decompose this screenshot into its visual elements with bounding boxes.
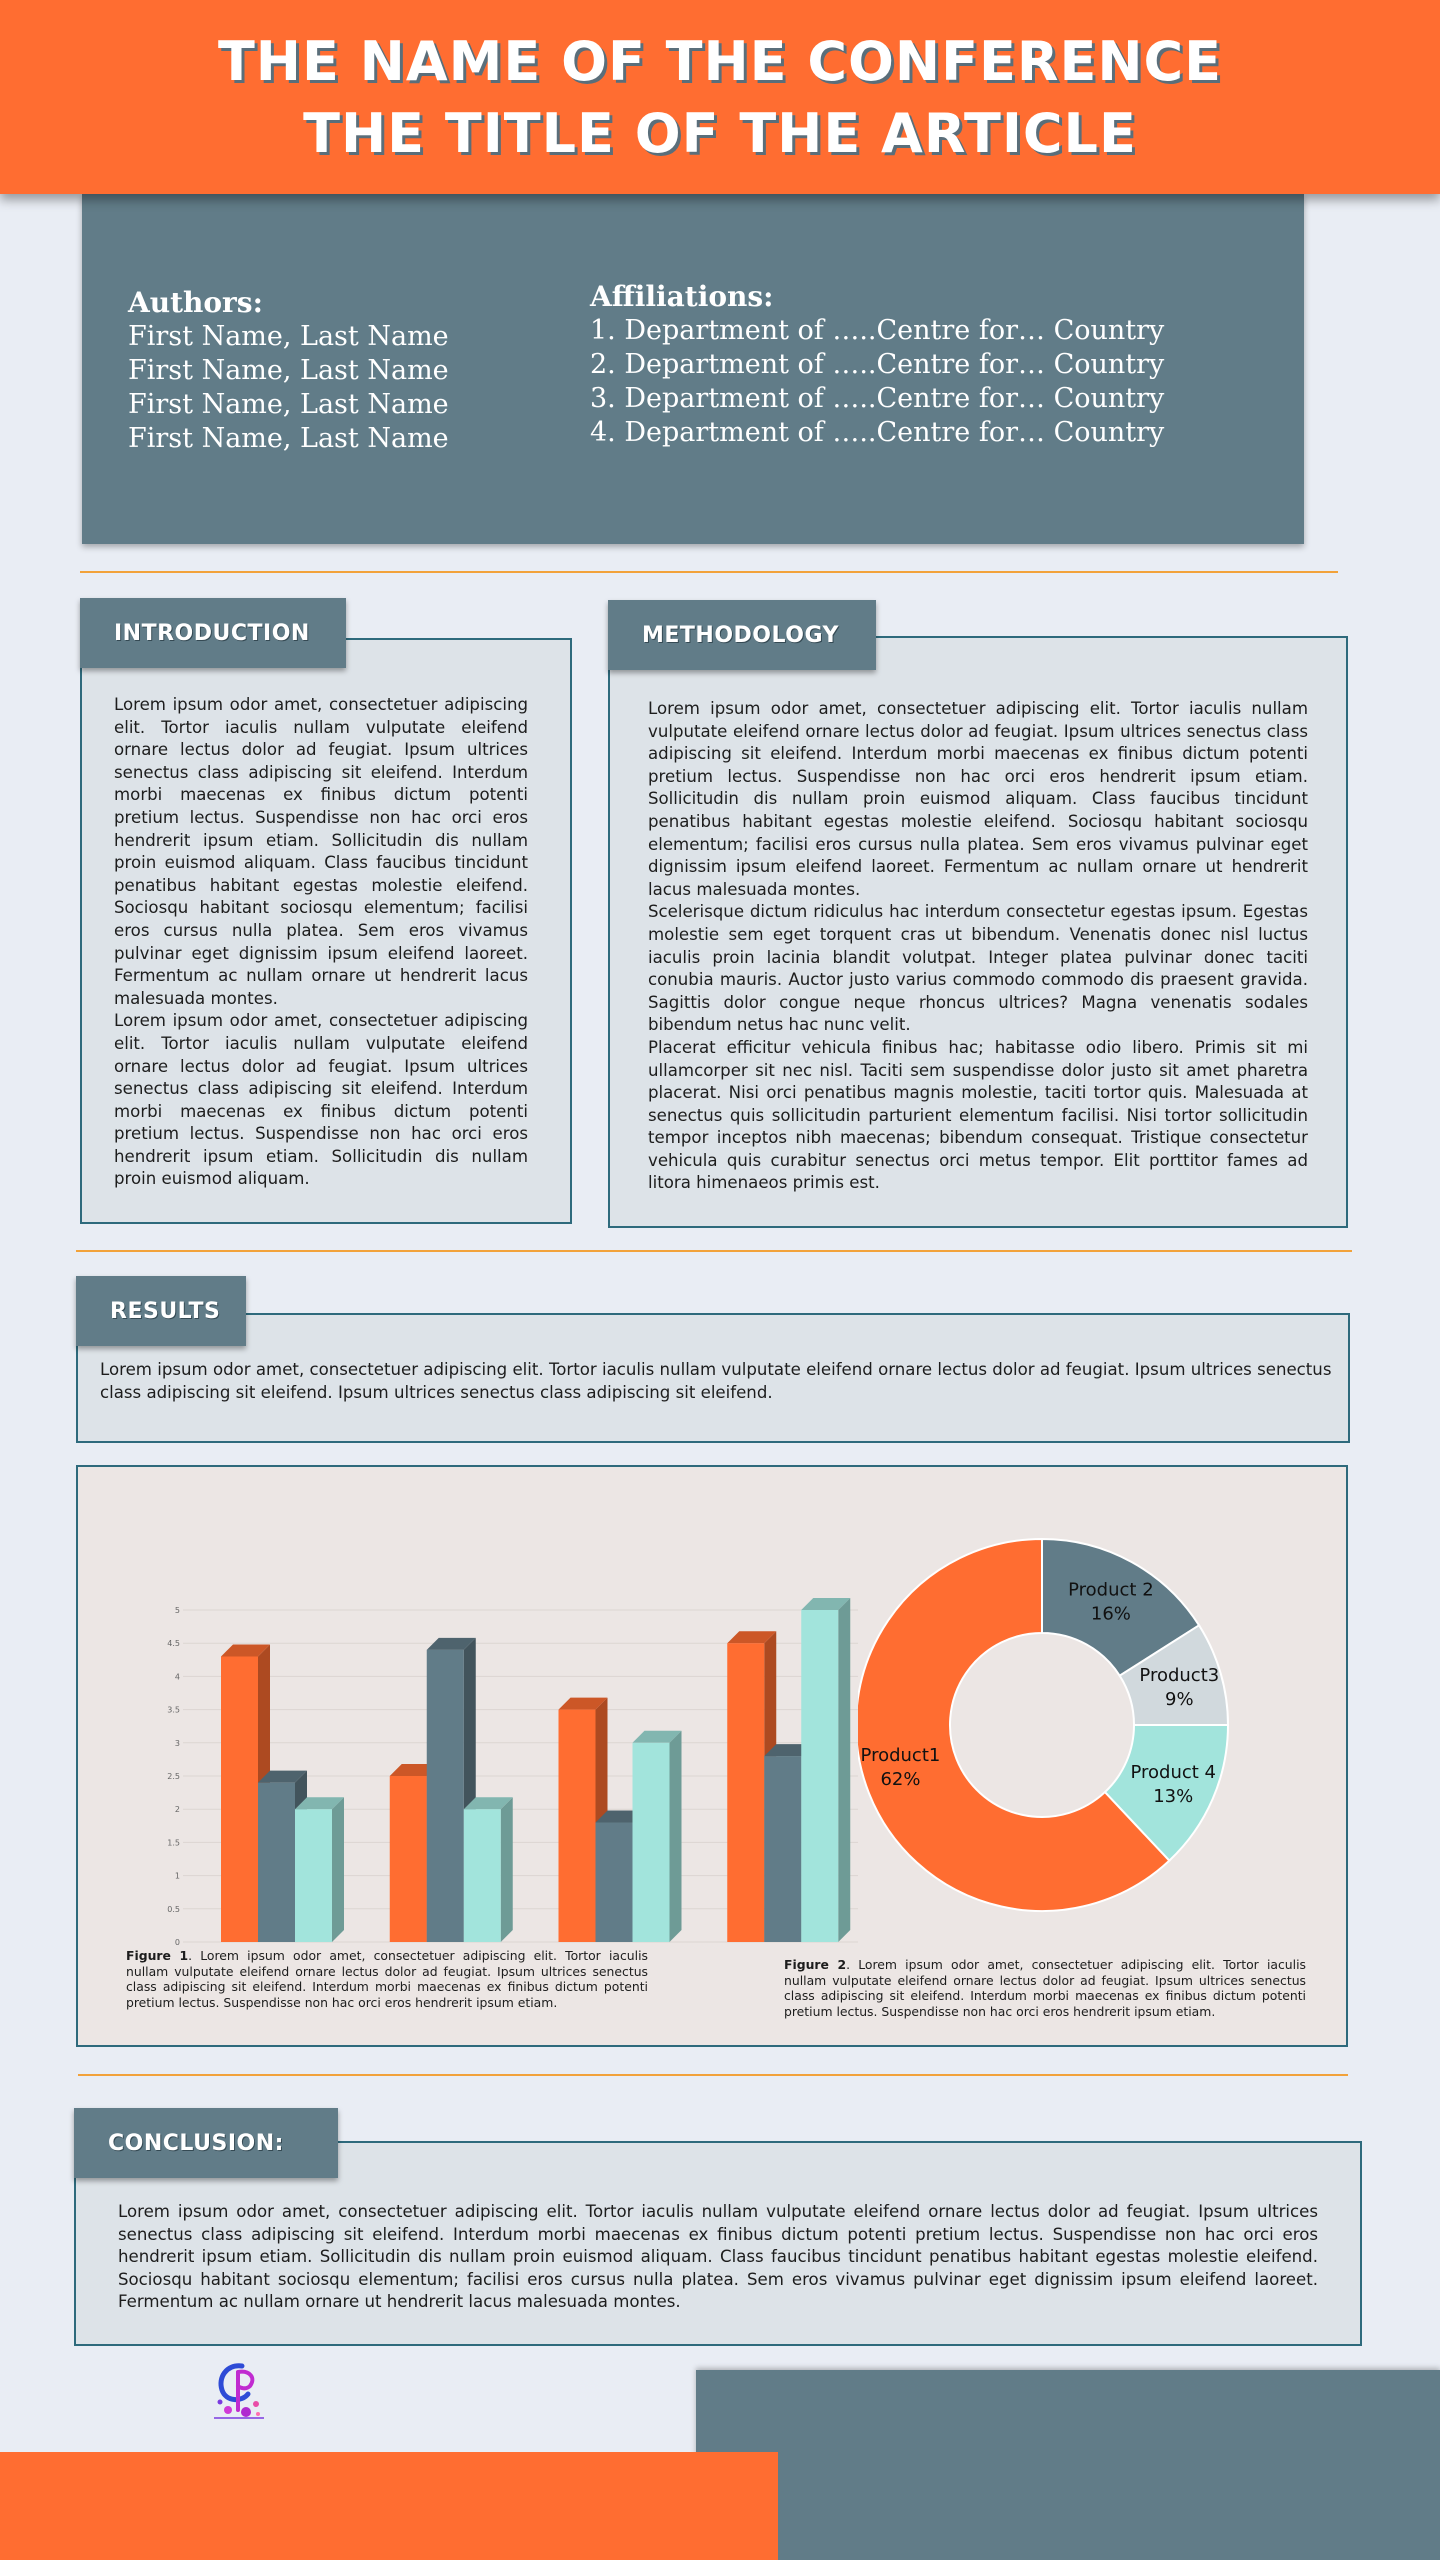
- figure2-caption: [784, 1957, 1306, 2019]
- bar: [801, 1610, 838, 1942]
- donut-chart: [858, 1507, 1298, 1947]
- conference-name: THE NAME OF THE CONFERENCE: [217, 30, 1223, 93]
- slice-value-label: 62%: [880, 1769, 921, 1791]
- author-name: First Name, Last Name: [128, 389, 449, 420]
- results-tab: RESULTS: [76, 1276, 246, 1346]
- results-text: Lorem ipsum odor amet, consectetuer adipiscing elit. Tortor iaculis nullam vulputate eleifend ornare lectus dolor ad feugiat. Ipsum ultrices senectus class adipiscing sit eleifend. Ipsum ultrices senectus class adipiscing sit eleifend.: [100, 1360, 1332, 1402]
- introduction-text: [114, 694, 528, 1191]
- bar: [596, 1822, 633, 1942]
- footer-orange-block: [0, 2452, 778, 2560]
- methodology-paragraph: Lorem ipsum odor amet, consectetuer adipiscing elit. Tortor iaculis nullam vulputate eleifend ornare lectus dolor ad feugiat. Ipsum ultrices senectus class adipiscing sit eleifend. Interdum morbi maecenas ex finibus dictum potenti pretium lectus. Suspendisse non hac orci eros hendrerit ipsum etiam. Sollicitudin dis nullam proin euismod aliquam. Class faucibus tincidunt penatibus habitant egestas molestie eleifend. Sociosqu habitant sociosqu elementum; facilisi eros cursus nulla platea. Sem eros vivamus pulvinar eget dignissim ipsum eleifend laoreet. Fermentum ac nullam ornare ut hendrerit lacus malesuada montes.: [648, 699, 1308, 899]
- y-tick-label: 3: [174, 1738, 180, 1748]
- methodology-text: [648, 698, 1308, 1195]
- slice-value-label: 13%: [1153, 1785, 1194, 1807]
- slice-label: Product 2: [1068, 1579, 1154, 1601]
- y-tick-label: 5: [174, 1606, 180, 1615]
- conclusion-tab: CONCLUSION:: [74, 2108, 338, 2178]
- bar-side: [838, 1598, 850, 1942]
- bar-side: [670, 1731, 682, 1942]
- footer-slate-block: [696, 2370, 1440, 2560]
- slice-label: Product3: [1139, 1665, 1220, 1687]
- slice-value-label: 9%: [1165, 1689, 1194, 1711]
- conclusion-text: Lorem ipsum odor amet, consectetuer adipiscing elit. Tortor iaculis nullam vulputate eleifend ornare lectus dolor ad feugiat. Ipsum ultrices senectus class adipiscing sit eleifend. Interdum morbi maecenas ex finibus dictum potenti pretium lectus. Suspendisse non hac orci eros hendrerit ipsum etiam. Sollicitudin dis nullam proin euismod aliquam. Class faucibus tincidunt penatibus habitant egestas molestie eleifend. Sociosqu habitant sociosqu elementum; facilisi eros cursus nulla platea. Sem eros vivamus pulvinar eget dignissim ipsum eleifend laoreet. Fermentum ac nullam ornare ut hendrerit lacus malesuada montes.: [118, 2202, 1318, 2312]
- y-tick-label: 4.5: [167, 1639, 180, 1649]
- y-tick-label: 4: [174, 1672, 180, 1682]
- affiliation-item: 1. Department of …..Centre for… Country: [590, 315, 1165, 346]
- introduction-tab: INTRODUCTION: [80, 598, 346, 668]
- y-tick-label: 3.5: [167, 1705, 180, 1715]
- bar: [295, 1809, 332, 1942]
- bar: [764, 1756, 801, 1942]
- y-tick-label: 1: [174, 1871, 180, 1881]
- affiliations-heading: Affiliations:: [590, 280, 774, 313]
- slice-label: Product 4: [1130, 1761, 1217, 1783]
- bar: [464, 1809, 501, 1942]
- slice-label: Product1: [860, 1745, 941, 1767]
- authors-affiliations-box: [82, 194, 1304, 544]
- y-tick-label: 0: [174, 1938, 180, 1947]
- slice-value-label: 16%: [1090, 1603, 1131, 1625]
- bar: [390, 1776, 427, 1942]
- divider: [80, 571, 1338, 573]
- figure1-label: Figure 1: [126, 1948, 189, 1963]
- figure2-caption-text: . Lorem ipsum odor amet, consectetuer adipiscing elit. Tortor iaculis nullam vulputate eleifend ornare lectus dolor ad feugiat. Ipsum ultrices senectus class adipiscing sit eleifend. Interdum morbi maecenas ex finibus dictum potenti pretium lectus. Suspendisse non hac orci eros hendrerit ipsum etiam.: [784, 1957, 1306, 2019]
- bar: [727, 1643, 764, 1942]
- affiliation-item: 3. Department of …..Centre for… Country: [590, 383, 1165, 414]
- bar-side: [501, 1797, 513, 1942]
- divider: [78, 2074, 1348, 2076]
- methodology-tab: METHODOLOGY: [608, 600, 876, 670]
- y-tick-label: 0.5: [167, 1904, 180, 1914]
- author-name: First Name, Last Name: [128, 321, 449, 352]
- bar-side: [332, 1797, 344, 1942]
- methodology-panel: [608, 636, 1348, 1228]
- header-banner: [0, 0, 1440, 194]
- figures-panel: [76, 1465, 1348, 2047]
- bar: [221, 1656, 258, 1942]
- introduction-paragraph: Lorem ipsum odor amet, consectetuer adipiscing elit. Tortor iaculis nullam vulputate eleifend ornare lectus dolor ad feugiat. Ipsum ultrices senectus class adipiscing sit eleifend. Interdum morbi maecenas ex finibus dictum potenti pretium lectus. Suspendisse non hac orci eros hendrerit ipsum etiam. Sollicitudin dis nullam proin euismod aliquam.: [114, 1011, 528, 1189]
- y-tick-label: 2.5: [167, 1772, 180, 1781]
- affiliation-item: 2. Department of …..Centre for… Country: [590, 349, 1165, 380]
- methodology-paragraph: Placerat efficitur vehicula finibus hac; habitasse odio libero. Primis sit mi ullamcorper sit nec nisl. Taciti sem suspendisse dolor justo sit amet pharetra placerat. Nisi orci penatibus magnis molestie, taciti tortor quis. Malesuada at senectus quis sollicitudin parturient elementum facilisi. Nisi tortor sollicitudin tempor inceptos nibh maecenas; bibendum consequat. Tristique consectetur vehicula quis curabitur senectus orci metus tempor. Elit porttitor fames ad litora himenaeos primis est.: [648, 1037, 1308, 1193]
- bar: [427, 1650, 464, 1942]
- authors-heading: Authors:: [128, 286, 263, 319]
- results-panel: [76, 1313, 1350, 1443]
- figure2-label: Figure 2: [784, 1957, 847, 1972]
- conference-logo: [206, 2356, 272, 2422]
- affiliations-list: [590, 280, 1164, 450]
- y-tick-label: 1.5: [167, 1838, 180, 1848]
- author-name: First Name, Last Name: [128, 423, 449, 454]
- bar: [633, 1743, 670, 1942]
- figure1-caption: [126, 1948, 648, 2010]
- bar-chart: [98, 1512, 858, 1952]
- authors-list: [128, 286, 449, 456]
- author-name: First Name, Last Name: [128, 355, 449, 386]
- methodology-paragraph: Scelerisque dictum ridiculus hac interdum consectetur egestas ipsum. Egestas molestie sem eget torquent cras ut bibendum. Venenatis donec nisl luctus iaculis proin lacinia blandit volutpat. Integer platea pulvinar donec taciti conubia mauris. Auctor justo varius commodo commodo dis praesent gravida. Sagittis dolor congue neque rhoncus ultrices? Magna venenatis sodales bibendum netus hac nunc velit.: [648, 902, 1308, 1035]
- bar: [559, 1710, 596, 1942]
- bar: [258, 1783, 295, 1942]
- figure1-caption-text: . Lorem ipsum odor amet, consectetuer adipiscing elit. Tortor iaculis nullam vulputate eleifend ornare lectus dolor ad feugiat. Ipsum ultrices senectus class adipiscing sit eleifend. Interdum morbi maecenas ex finibus dictum potenti pretium lectus. Suspendisse non hac orci eros hendrerit ipsum etiam.: [126, 1948, 648, 2010]
- divider: [76, 1250, 1352, 1252]
- introduction-panel: [80, 638, 572, 1224]
- introduction-paragraph: Lorem ipsum odor amet, consectetuer adipiscing elit. Tortor iaculis nullam vulputate eleifend ornare lectus dolor ad feugiat. Ipsum ultrices senectus class adipiscing sit eleifend. Interdum morbi maecenas ex finibus dictum potenti pretium lectus. Suspendisse non hac orci eros hendrerit ipsum etiam. Sollicitudin dis nullam proin euismod aliquam. Class faucibus tincidunt penatibus habitant egestas molestie eleifend. Sociosqu habitant sociosqu elementum; facilisi eros cursus nulla platea. Sem eros vivamus pulvinar eget dignissim ipsum eleifend laoreet. Fermentum ac nullam ornare ut hendrerit lacus malesuada montes.: [114, 695, 528, 1008]
- affiliation-item: 4. Department of …..Centre for… Country: [590, 417, 1165, 448]
- article-title: THE TITLE OF THE ARTICLE: [303, 102, 1137, 165]
- y-tick-label: 2: [174, 1805, 180, 1815]
